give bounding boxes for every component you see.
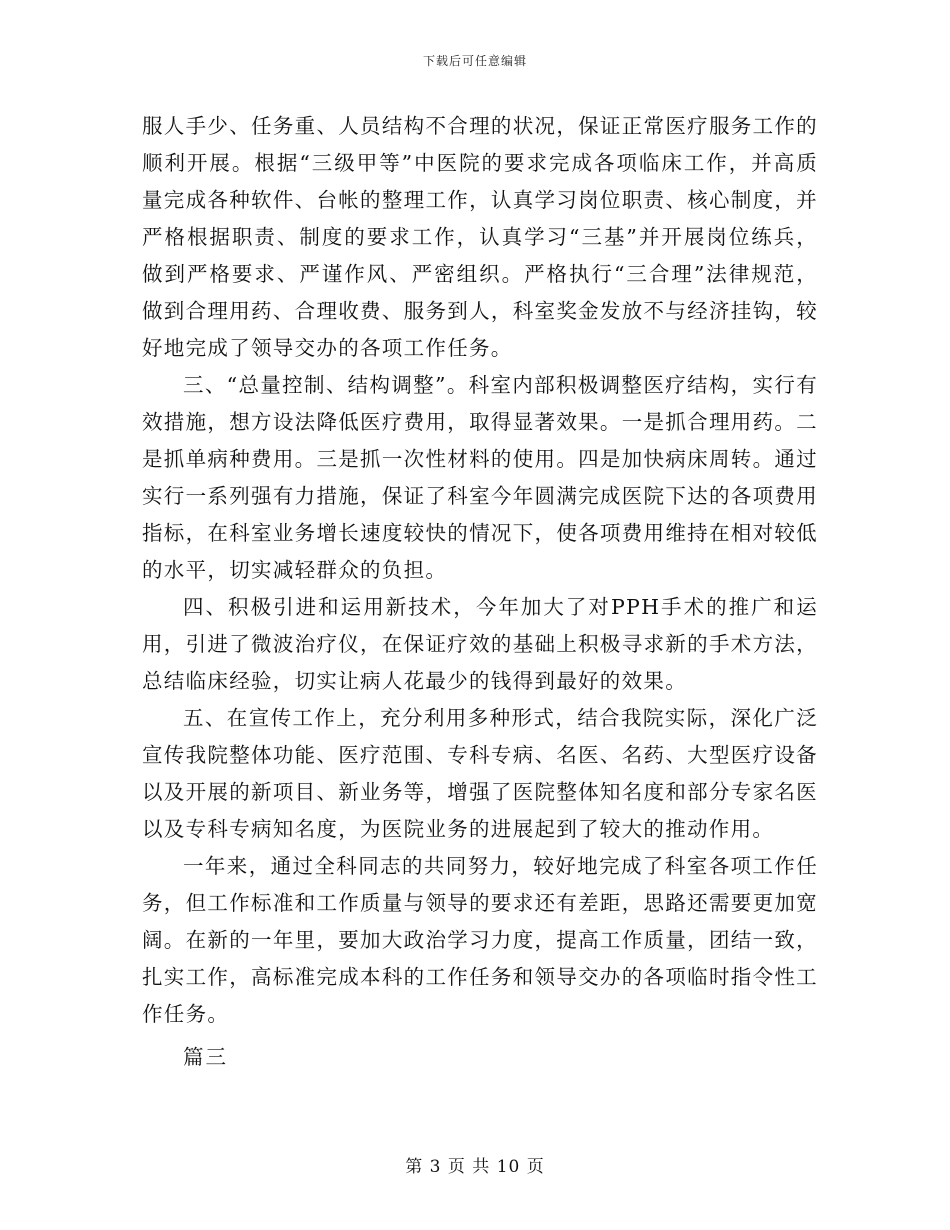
section-heading: 篇三 (183, 1045, 228, 1069)
paragraph-section-three: 三、“总量控制、结构调整”。科室内部积极调整医疗结构，实行有效措施，想方设法降低医疗费用，取得显著效果。一是抓合理用药。二是抓单病种费用。三是抓一次性材料的使用。四是加快病床周转。通过实行一系列强有力措施，保证了科室今年圆满完成医院下达的各项费用指标，在科室业务增长速度较快的情况下，使各项费用维持在相对较低的水平，切实减轻群众的负担。 (142, 373, 818, 582)
paragraph-summary: 一年来，通过全科同志的共同努力，较好地完成了科室各项工作任务，但工作标准和工作质量与领导的要求还有差距，思路还需要更加宽阔。在新的一年里，要加大政治学习力度，提高工作质量，团结一致，扎实工作，高标准完成本科的工作任务和领导交办的各项临时指令性工作任务。 (142, 854, 818, 1026)
page-header-note: 下载后可任意编辑 (422, 54, 527, 68)
paragraph-continuation: 服人手少、任务重、人员结构不合理的状况，保证正常医疗服务工作的顺利开展。根据“三级甲等”中医院的要求完成各项临床工作，并高质量完成各种软件、台帐的整理工作，认真学习岗位职责、核心制度，并严格根据职责、制度的要求工作，认真学习“三基”并开展岗位练兵，做到严格要求、严谨作风、严密组织。严格执行“三合理”法律规范，做到合理用药、合理收费、服务到人，科室奖金发放不与经济挂钩，较好地完成了领导交办的各项工作任务。 (142, 114, 818, 360)
paragraph-section-four: 四、积极引进和运用新技术，今年加大了对PPH手术的推广和运用，引进了微波治疗仪，在保证疗效的基础上积极寻求新的手术方法，总结临床经验，切实让病人花最少的钱得到最好的效果。 (142, 595, 818, 693)
document-body (142, 108, 818, 1076)
paragraph-section-five: 五、在宣传工作上，充分利用多种形式，结合我院实际，深化广泛宣传我院整体功能、医疗范围、专科专病、名医、名药、大型医疗设备以及开展的新项目、新业务等，增强了医院整体知名度和部分专家名医以及专科专病知名度，为医院业务的进展起到了较大的推动作用。 (142, 706, 818, 841)
page-number-footer: 第 3 页 共 10 页 (405, 1157, 545, 1177)
